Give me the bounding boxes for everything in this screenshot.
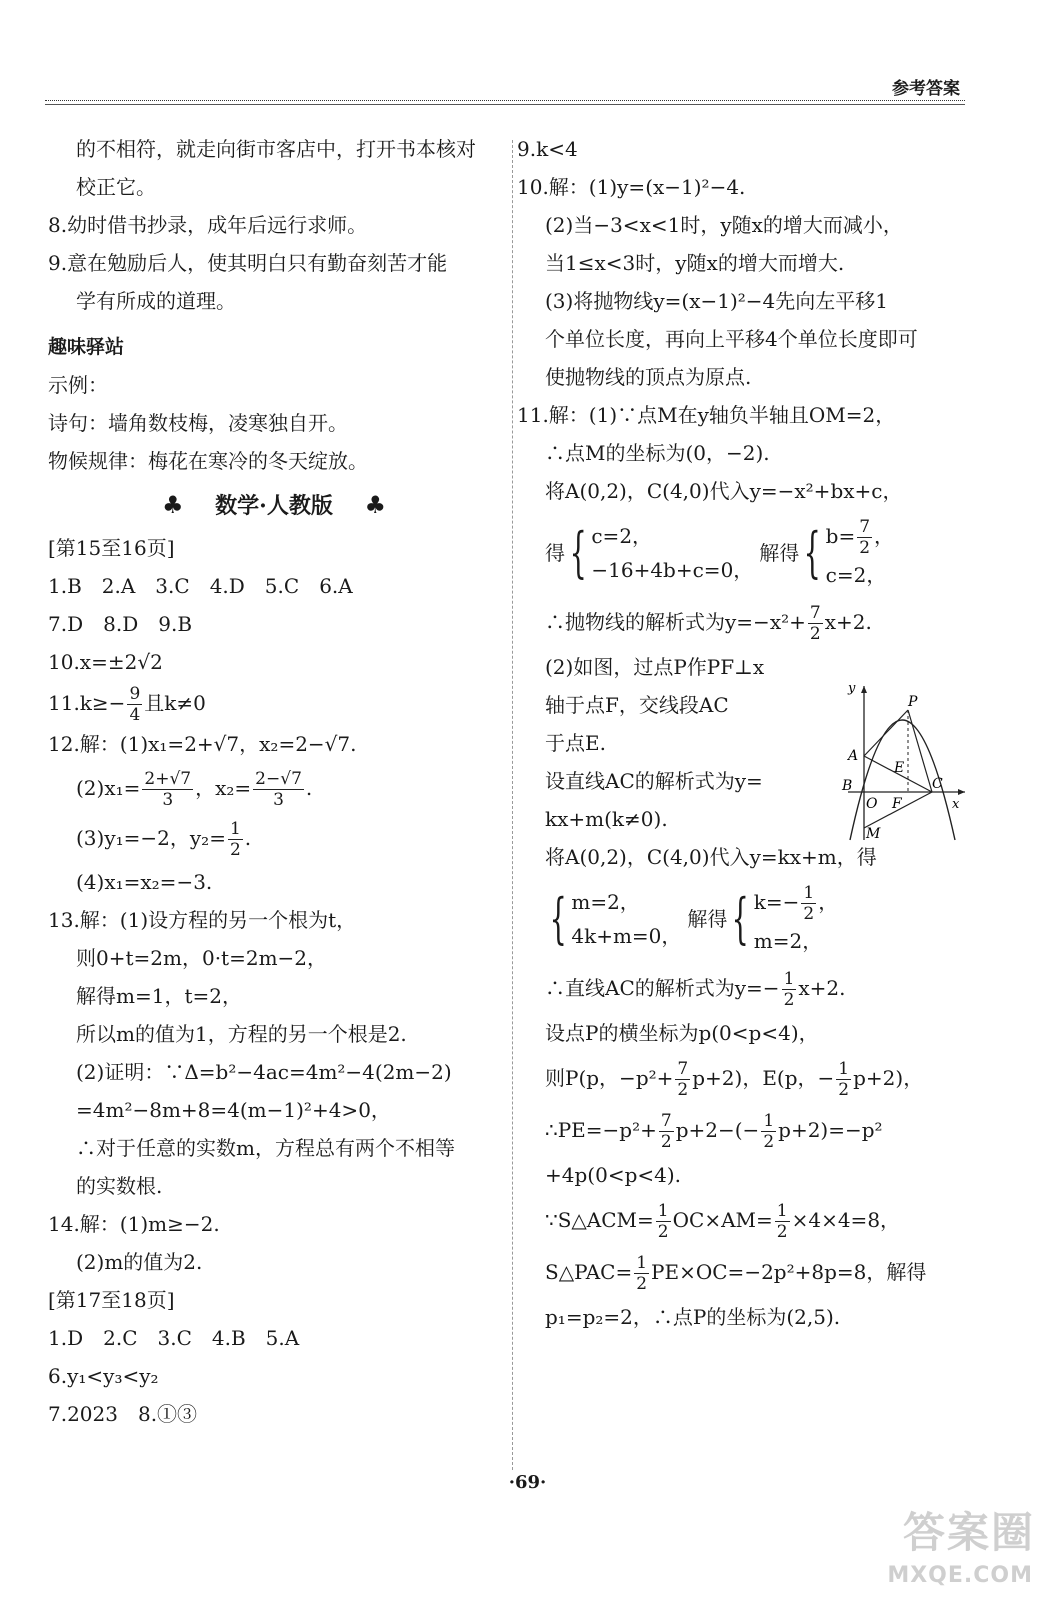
text: p+2)， xyxy=(853,1066,924,1090)
answer-line: 1.D 2.C 3.C 4.B 5.A xyxy=(48,1326,300,1350)
x-axis-arrow xyxy=(958,789,965,795)
label-p: P xyxy=(908,694,918,710)
numerator: 1 xyxy=(803,883,815,903)
eq-line xyxy=(754,880,838,924)
brace: { xyxy=(732,887,750,950)
numerator: 1 xyxy=(657,1201,669,1221)
text-line: 将A(0,2)，C(4,0)代入y=−x²+bx+c， xyxy=(545,479,903,503)
text-line xyxy=(517,1246,972,1298)
numerator: 7 xyxy=(859,517,871,537)
text-line xyxy=(517,1052,972,1104)
text: 11.k≥− xyxy=(48,691,126,715)
answer-6: 6.y₁<y₃<y₂ xyxy=(48,1364,159,1388)
numerator: 7 xyxy=(677,1059,689,1079)
fraction xyxy=(656,1201,671,1242)
label-f: F xyxy=(892,796,902,812)
label-o: O xyxy=(866,796,878,812)
text-line: p₁=p₂=2，∴点P的坐标为(2,5). xyxy=(545,1305,841,1329)
denominator: 2 xyxy=(809,624,821,644)
text: 则P(p，−p²+ xyxy=(545,1066,674,1090)
text-line: 校正它。 xyxy=(76,175,156,199)
text-line: =4m²−8m+8=4(m−1)²+4>0， xyxy=(76,1098,391,1122)
answer-10: 10.解：(1)y=(x−1)²−4. xyxy=(517,175,746,199)
label-m: M xyxy=(866,826,881,842)
label-a: A xyxy=(848,748,859,764)
text-line: 的不相符，就走向街市客店中，打开书本核对 xyxy=(76,137,476,161)
text-line: 的实数根. xyxy=(76,1174,163,1198)
text: 得 xyxy=(545,541,565,565)
brace: { xyxy=(569,521,587,584)
text-line: 所以m的值为1，方程的另一个根是2. xyxy=(76,1022,407,1046)
fraction xyxy=(675,1059,690,1100)
parabola-figure xyxy=(840,680,970,845)
text-line: 设点P的横坐标为p(0<p<4)， xyxy=(545,1021,819,1045)
header-rule-solid xyxy=(45,104,965,105)
answer-12: 12.解：(1)x₁=2+√7，x₂=2−√7. xyxy=(48,732,357,756)
numerator: 7 xyxy=(809,603,821,623)
denominator: 2 xyxy=(229,840,241,860)
numerator: 2+√7 xyxy=(144,769,192,789)
numerator: 9 xyxy=(129,684,141,704)
text: p+2)=−p² xyxy=(778,1118,883,1142)
text: ∴抛物线的解析式为y=−x²+ xyxy=(545,610,806,634)
system-left xyxy=(565,519,753,587)
system-right xyxy=(727,880,838,958)
label-e: E xyxy=(894,760,905,776)
text-line: (2)当−3<x<1时，y随x的增大而减小， xyxy=(545,213,903,237)
club-icon: ♣ xyxy=(161,490,184,519)
text: (3)y₁=−2，y₂= xyxy=(76,826,226,850)
answer-14: 14.解：(1)m≥−2. xyxy=(48,1212,220,1236)
answer-9: 9.意在勉励后人，使其明白只有勤奋刻苦才能 xyxy=(48,251,448,275)
denominator: 2 xyxy=(763,1132,775,1152)
text-line: 个单位长度，再向上平移4个单位长度即可 xyxy=(545,327,918,351)
fraction xyxy=(253,769,304,810)
section-heading: 趣味驿站 xyxy=(48,336,125,358)
fraction xyxy=(228,819,243,860)
text-line xyxy=(517,1194,972,1246)
text-line: (3)将抛物线y=(x−1)²−4先向左平移1 xyxy=(545,289,888,313)
text-line: 物候规律：梅花在寒冷的冬天绽放。 xyxy=(48,449,368,473)
text: ∵S△ACM= xyxy=(545,1208,654,1232)
text: ∴PE=−p²+ xyxy=(545,1118,657,1142)
eq-line: m=2， xyxy=(753,929,823,953)
fraction xyxy=(801,883,816,924)
denominator: 2 xyxy=(859,538,871,558)
denominator: 2 xyxy=(776,1222,788,1242)
line-ap xyxy=(864,710,908,756)
denominator: 2 xyxy=(838,1080,850,1100)
numerator: 1 xyxy=(636,1253,648,1273)
denominator: 2 xyxy=(636,1274,648,1294)
denominator: 2 xyxy=(803,904,815,924)
answer-8: 8.幼时借书抄录，成年后远行求师。 xyxy=(48,213,368,237)
banner-title: 数学·人教版 xyxy=(215,493,333,519)
fraction xyxy=(659,1111,674,1152)
watermark-logo: 答案圈 xyxy=(902,1508,1035,1557)
system-left xyxy=(545,885,681,953)
text-line: (2)如图，过点P作PF⊥x xyxy=(545,655,765,679)
denominator: 3 xyxy=(162,790,174,810)
eq-line xyxy=(826,514,894,558)
system-lines xyxy=(826,514,894,592)
answer-10: 10.x=±2√2 xyxy=(48,650,163,674)
numerator: 1 xyxy=(229,819,241,839)
watermark-url: MXQE.COM xyxy=(887,1563,1033,1588)
page-number: ·69· xyxy=(508,1472,547,1493)
fraction xyxy=(782,969,797,1010)
eq-line: 4k+m=0， xyxy=(571,924,682,948)
fraction xyxy=(142,769,193,810)
eq-line: m=2， xyxy=(571,890,640,914)
fraction xyxy=(761,1111,776,1152)
text-line: +4p(0<p<4). xyxy=(545,1163,682,1187)
text-line xyxy=(517,1104,972,1156)
answer-line: 7.D 8.D 9.B xyxy=(48,612,193,636)
answer-12-3: (3)y₁=−2，y₂= $\frac{1}{2}$ . xyxy=(76,819,252,860)
text-line: 设直线AC的解析式为y= xyxy=(545,769,763,793)
answer-11: 11.解：(1)∵点M在y轴负半轴且OM=2， xyxy=(517,403,896,427)
label-x: x xyxy=(952,797,960,812)
label-c: C xyxy=(932,776,943,792)
eq-line: −16+4b+c=0， xyxy=(591,558,754,582)
system-lines xyxy=(754,880,838,958)
text-line: 则0+t=2m，0·t=2m−2， xyxy=(76,946,328,970)
brace: { xyxy=(803,521,822,584)
answer-12-4: (4)x₁=x₂=−3. xyxy=(76,870,213,894)
text: p+2−(− xyxy=(675,1118,760,1142)
text-line: 当1≤x<3时，y随x的增大而增大. xyxy=(545,251,845,275)
answer-11 xyxy=(48,681,500,725)
text-line: 示例： xyxy=(48,373,108,397)
page-range: [第15至16页] xyxy=(48,536,175,560)
equation-system xyxy=(517,876,972,962)
numerator: 1 xyxy=(763,1111,775,1131)
text-line: 解得m=1，t=2， xyxy=(76,984,242,1008)
text: S△PAC= xyxy=(545,1260,633,1284)
eq-line: c=2， xyxy=(591,524,653,548)
text: PE×OC=−2p²+8p=8，解得 xyxy=(651,1260,927,1284)
answer-line: 1.B 2.A 3.C 4.D 5.C 6.A xyxy=(48,574,353,598)
subject-banner xyxy=(48,486,500,525)
denominator: 2 xyxy=(783,990,795,1010)
numerator: 2−√7 xyxy=(255,769,302,789)
text-line: 于点E. xyxy=(545,731,606,755)
answer-7-8: 7.2023 8.①③ xyxy=(48,1402,198,1426)
system-lines xyxy=(571,885,681,953)
label-b: B xyxy=(842,778,853,794)
column-divider xyxy=(512,140,513,1470)
text: 解得 xyxy=(687,907,728,931)
text: OC×AM= xyxy=(672,1208,773,1232)
text-line: 将A(0,2)，C(4,0)代入y=kx+m，得 xyxy=(545,845,877,869)
text: ×4×4=8， xyxy=(791,1208,901,1232)
denominator: 3 xyxy=(273,790,284,810)
text-line: ∴对于任意的实数m，方程总有两个不相等 xyxy=(76,1136,455,1160)
equation-system xyxy=(517,510,972,596)
text-line xyxy=(517,596,972,648)
numerator: 1 xyxy=(776,1201,788,1221)
text-line: (2)证明：∵Δ=b²−4ac=4m²−4(2m−2) xyxy=(76,1060,452,1084)
text-line: 使抛物线的顶点为原点. xyxy=(545,365,752,389)
text-line xyxy=(517,962,972,1014)
text: k=− xyxy=(753,890,800,914)
page-range: [第17至18页] xyxy=(48,1288,175,1312)
label-y: y xyxy=(848,681,856,696)
answer-13: 13.解：(1)设方程的另一个根为t， xyxy=(48,908,357,932)
brace: { xyxy=(549,887,567,950)
numerator: 1 xyxy=(838,1059,850,1079)
text: 且k≠0 xyxy=(144,691,206,715)
fraction xyxy=(857,517,872,558)
text: x+2. xyxy=(798,976,846,1000)
fraction xyxy=(836,1059,851,1100)
answer-12-2: (2)x₁= $\frac{2+√7}{3}$ ，x₂= $\frac{2-√7}{3}$ . xyxy=(76,769,313,810)
denominator: 2 xyxy=(677,1080,689,1100)
text: b= xyxy=(825,524,856,548)
fraction xyxy=(634,1253,649,1294)
text: x+2. xyxy=(824,610,872,634)
y-axis-arrow xyxy=(861,686,867,693)
text: 解得 xyxy=(759,541,800,565)
text: ， xyxy=(818,890,839,914)
denominator: 2 xyxy=(660,1132,672,1152)
text-line: (2)m的值为2. xyxy=(76,1250,203,1274)
fraction xyxy=(808,603,823,644)
answer-9: 9.k<4 xyxy=(517,137,578,161)
text-line: 学有所成的道理。 xyxy=(76,289,236,313)
text-line: ∴点M的坐标为(0，−2). xyxy=(545,441,770,465)
text: (2)x₁= xyxy=(76,776,141,800)
numerator: 1 xyxy=(783,969,795,989)
text-line: 轴于点F，交线段AC xyxy=(545,693,729,717)
system-right xyxy=(799,514,894,592)
numerator: 7 xyxy=(660,1111,672,1131)
fraction xyxy=(127,684,142,725)
header-title: 参考答案 xyxy=(892,79,960,99)
system-lines xyxy=(591,519,753,587)
text: ，x₂= xyxy=(195,776,252,800)
header-rule xyxy=(45,100,965,101)
text: ， xyxy=(874,524,895,548)
denominator: 2 xyxy=(657,1222,669,1242)
eq-line: c=2， xyxy=(825,563,887,587)
denominator: 4 xyxy=(129,705,141,725)
club-icon: ♣ xyxy=(364,490,387,519)
text: p+2)，E(p，− xyxy=(692,1066,835,1090)
text: ∴直线AC的解析式为y=− xyxy=(545,976,780,1000)
text-line: 诗句：墙角数枝梅，凌寒独自开。 xyxy=(48,411,348,435)
left-column xyxy=(48,130,500,1433)
text-line: kx+m(k≠0). xyxy=(545,807,668,831)
fraction xyxy=(775,1201,790,1242)
